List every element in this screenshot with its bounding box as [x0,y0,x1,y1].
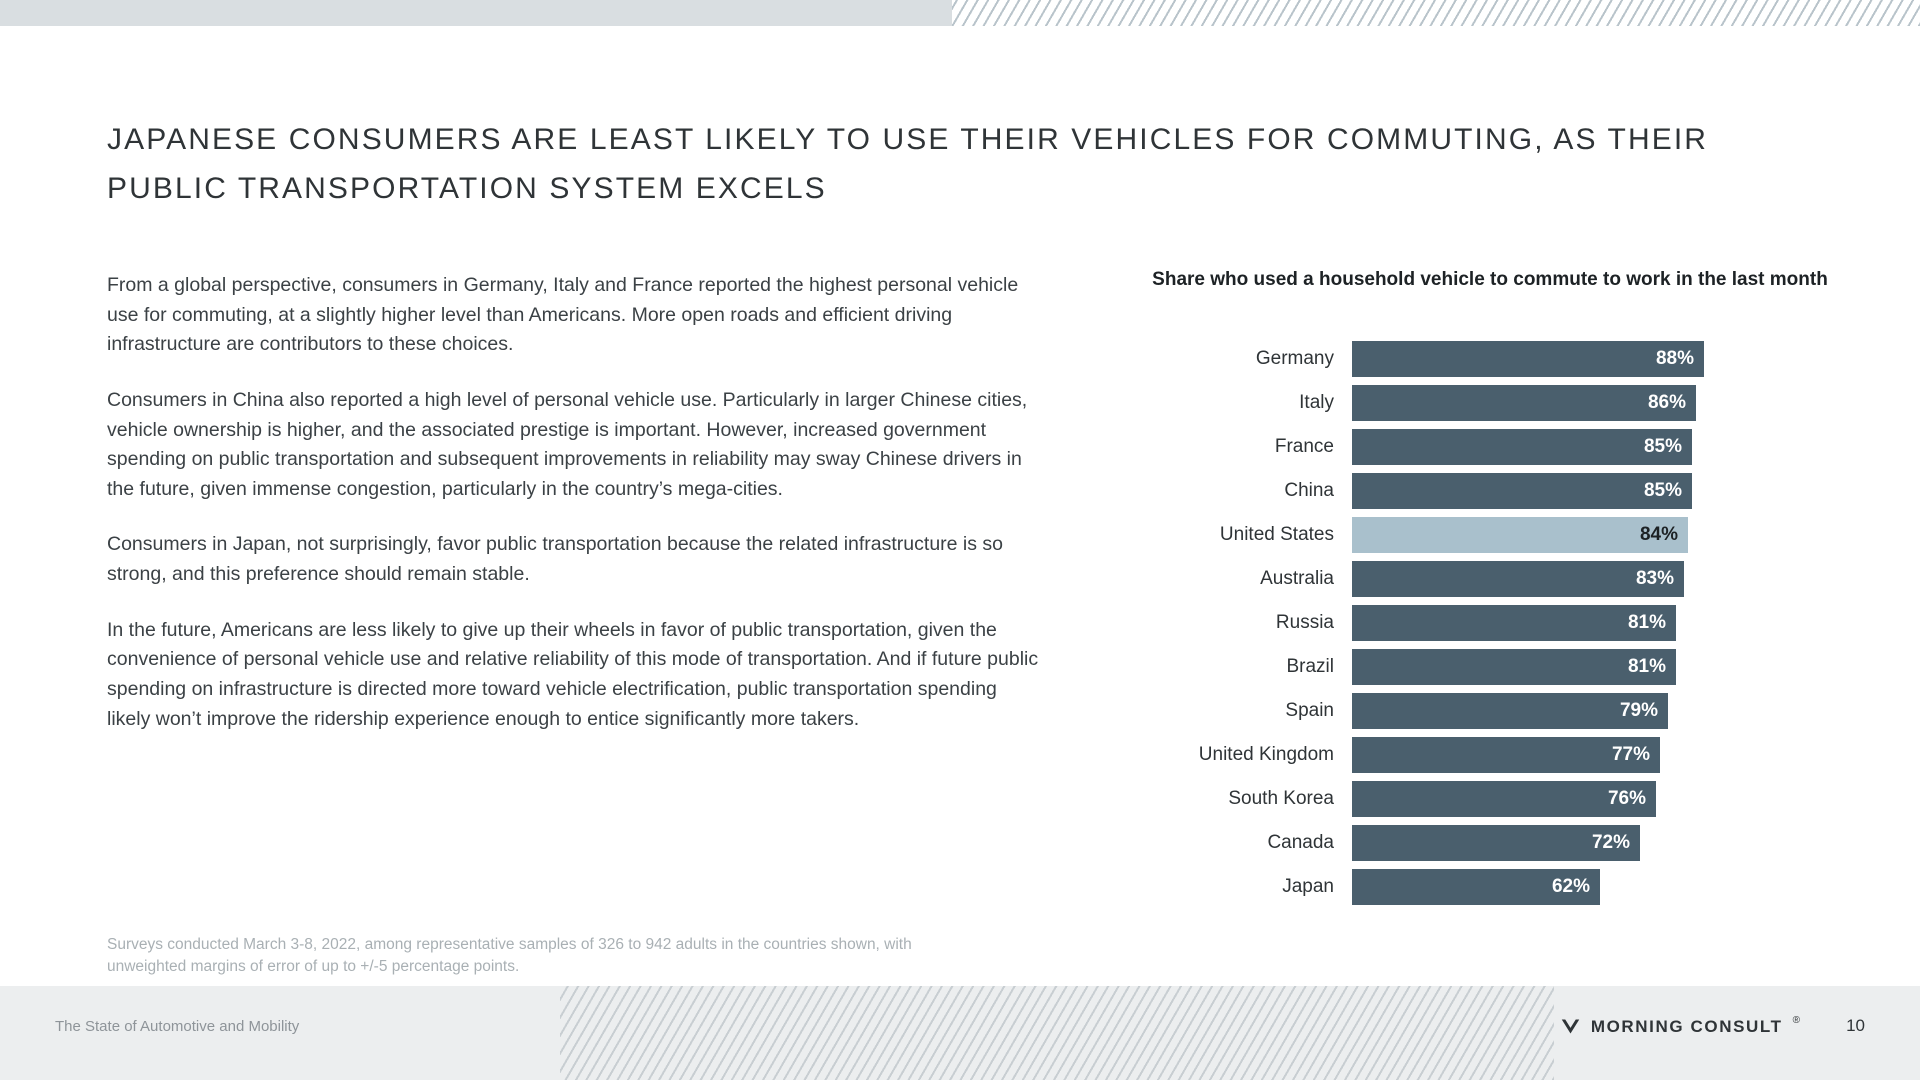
chart-bar-value: 77% [1611,744,1650,765]
chart-bar-track [1352,649,1880,685]
chart-bar-value: 76% [1607,788,1646,809]
chart-row [1140,649,1880,685]
chart-row [1140,341,1880,377]
chart-row [1140,781,1880,817]
chart-bar-track [1352,341,1880,377]
chart-bar-track [1352,737,1880,773]
chart-bar-value: 83% [1635,568,1674,589]
chart-row [1140,605,1880,641]
body-paragraph-2: Consumers in China also reported a high level of personal vehicle use. Particularly in larger Chinese cities, vehicle ownership is higher, and the associated prestige is important. However, increased government spending on public transportation and subsequent improvements in reliability may sway Chinese drivers in the future, given immense congestion, particularly in the country’s mega-cities. [107,388,1028,500]
chart-bar-value: 81% [1627,612,1666,633]
chart-category-label: South Korea [1228,788,1334,809]
chart-bar [1352,341,1704,377]
deck-title: The State of Automotive and Mobility [55,1018,300,1035]
chart-bar-track [1352,693,1880,729]
footer-hatch-pattern [560,986,1554,1080]
chart-bar [1352,693,1668,729]
chart-bar [1352,781,1656,817]
chart-bar-track [1352,473,1880,509]
chart-row [1140,517,1880,553]
chart-bar [1352,825,1640,861]
chart-bar [1352,517,1688,553]
brand-logo [1560,1016,1800,1037]
survey-footnote: Surveys conducted March 3-8, 2022, among representative samples of 326 to 942 adults in the countries shown, with unweighted margins of error of up to +/-5 percentage points. [107,936,912,976]
body-text-column [107,271,1042,760]
chart-category-label: China [1284,480,1334,501]
chart-bar-track [1352,517,1880,553]
chart-row [1140,561,1880,597]
brand-trademark: ® [1792,1015,1800,1026]
chart-category-label: France [1274,436,1334,457]
body-paragraph-3: Consumers in Japan, not surprisingly, favor public transportation because the related infrastructure is so strong, and this preference should remain stable. [107,533,1004,585]
chart-bar-value: 62% [1551,876,1590,897]
chart-title: Share who used a household vehicle to commute to work in the last month [1152,269,1828,290]
chart-row [1140,869,1880,905]
chart-category-label: Spain [1285,700,1334,721]
chart-bar-value: 79% [1619,700,1658,721]
chart-category-label: Australia [1260,568,1334,589]
chart-bar [1352,473,1692,509]
chart-category-label: Canada [1267,832,1334,853]
chart-bar-value: 85% [1643,436,1682,457]
chart-bar-track [1352,605,1880,641]
chart-bar [1352,605,1676,641]
chart-row [1140,385,1880,421]
chart-bar-value: 86% [1647,392,1686,413]
body-paragraph-4: In the future, Americans are less likely to give up their wheels in favor of public transportation, given the convenience of personal vehicle use and relative reliability of this mode of transportation. And if future public spending on infrastructure is directed more toward vehicle electrification, public transportation spending likely won’t improve the ridership experience enough to entice significantly more takers. [107,618,1039,730]
chart-row [1140,825,1880,861]
chart-bar [1352,429,1692,465]
chart-category-label: Brazil [1286,656,1334,677]
chart-category-label: Germany [1255,348,1334,369]
page-number: 10 [1846,1016,1865,1035]
chart-row [1140,429,1880,465]
chart-bar-track [1352,429,1880,465]
page-title: JAPANESE CONSUMERS ARE LEAST LIKELY TO USE THEIR VEHICLES FOR COMMUTING, AS THEIR PUBLIC TRANSPORTATION SYSTEM EXCELS [107,123,1709,205]
chart-rows [1140,341,1880,913]
chart-bar-track [1352,825,1880,861]
chart-bar-track [1352,869,1880,905]
chart-category-label: Italy [1299,392,1334,413]
chart-bar-value: 85% [1643,480,1682,501]
chart-row [1140,473,1880,509]
chart-row [1140,693,1880,729]
morning-consult-mark-icon [1560,1016,1581,1037]
chart-bar-track [1352,561,1880,597]
brand-name: MORNING CONSULT [1590,1016,1783,1036]
chart-row [1140,737,1880,773]
top-band-hatch-pattern [952,0,1920,26]
top-decorative-band [0,0,1920,26]
chart-bar-value: 84% [1639,524,1678,545]
chart-bar-value: 88% [1655,348,1694,369]
chart-bar [1352,561,1684,597]
chart-bar [1352,385,1696,421]
bar-chart [1140,266,1880,966]
slide-footer [0,986,1920,1080]
chart-bar-track [1352,385,1880,421]
chart-category-label: United States [1219,524,1334,545]
body-paragraph-1: From a global perspective, consumers in Germany, Italy and France reported the highest personal vehicle use for commuting, at a slightly higher level than Americans. More open roads and efficient driving infrastructure are contributors to these choices. [107,274,1019,356]
chart-category-label: Russia [1275,612,1334,633]
chart-bar-track [1352,781,1880,817]
slide-content [0,26,1920,986]
chart-bar-value: 81% [1627,656,1666,677]
chart-bar [1352,737,1660,773]
chart-category-label: United Kingdom [1198,744,1334,765]
chart-bar-value: 72% [1591,832,1630,853]
chart-bar [1352,649,1676,685]
chart-bar [1352,869,1600,905]
chart-category-label: Japan [1282,876,1334,897]
